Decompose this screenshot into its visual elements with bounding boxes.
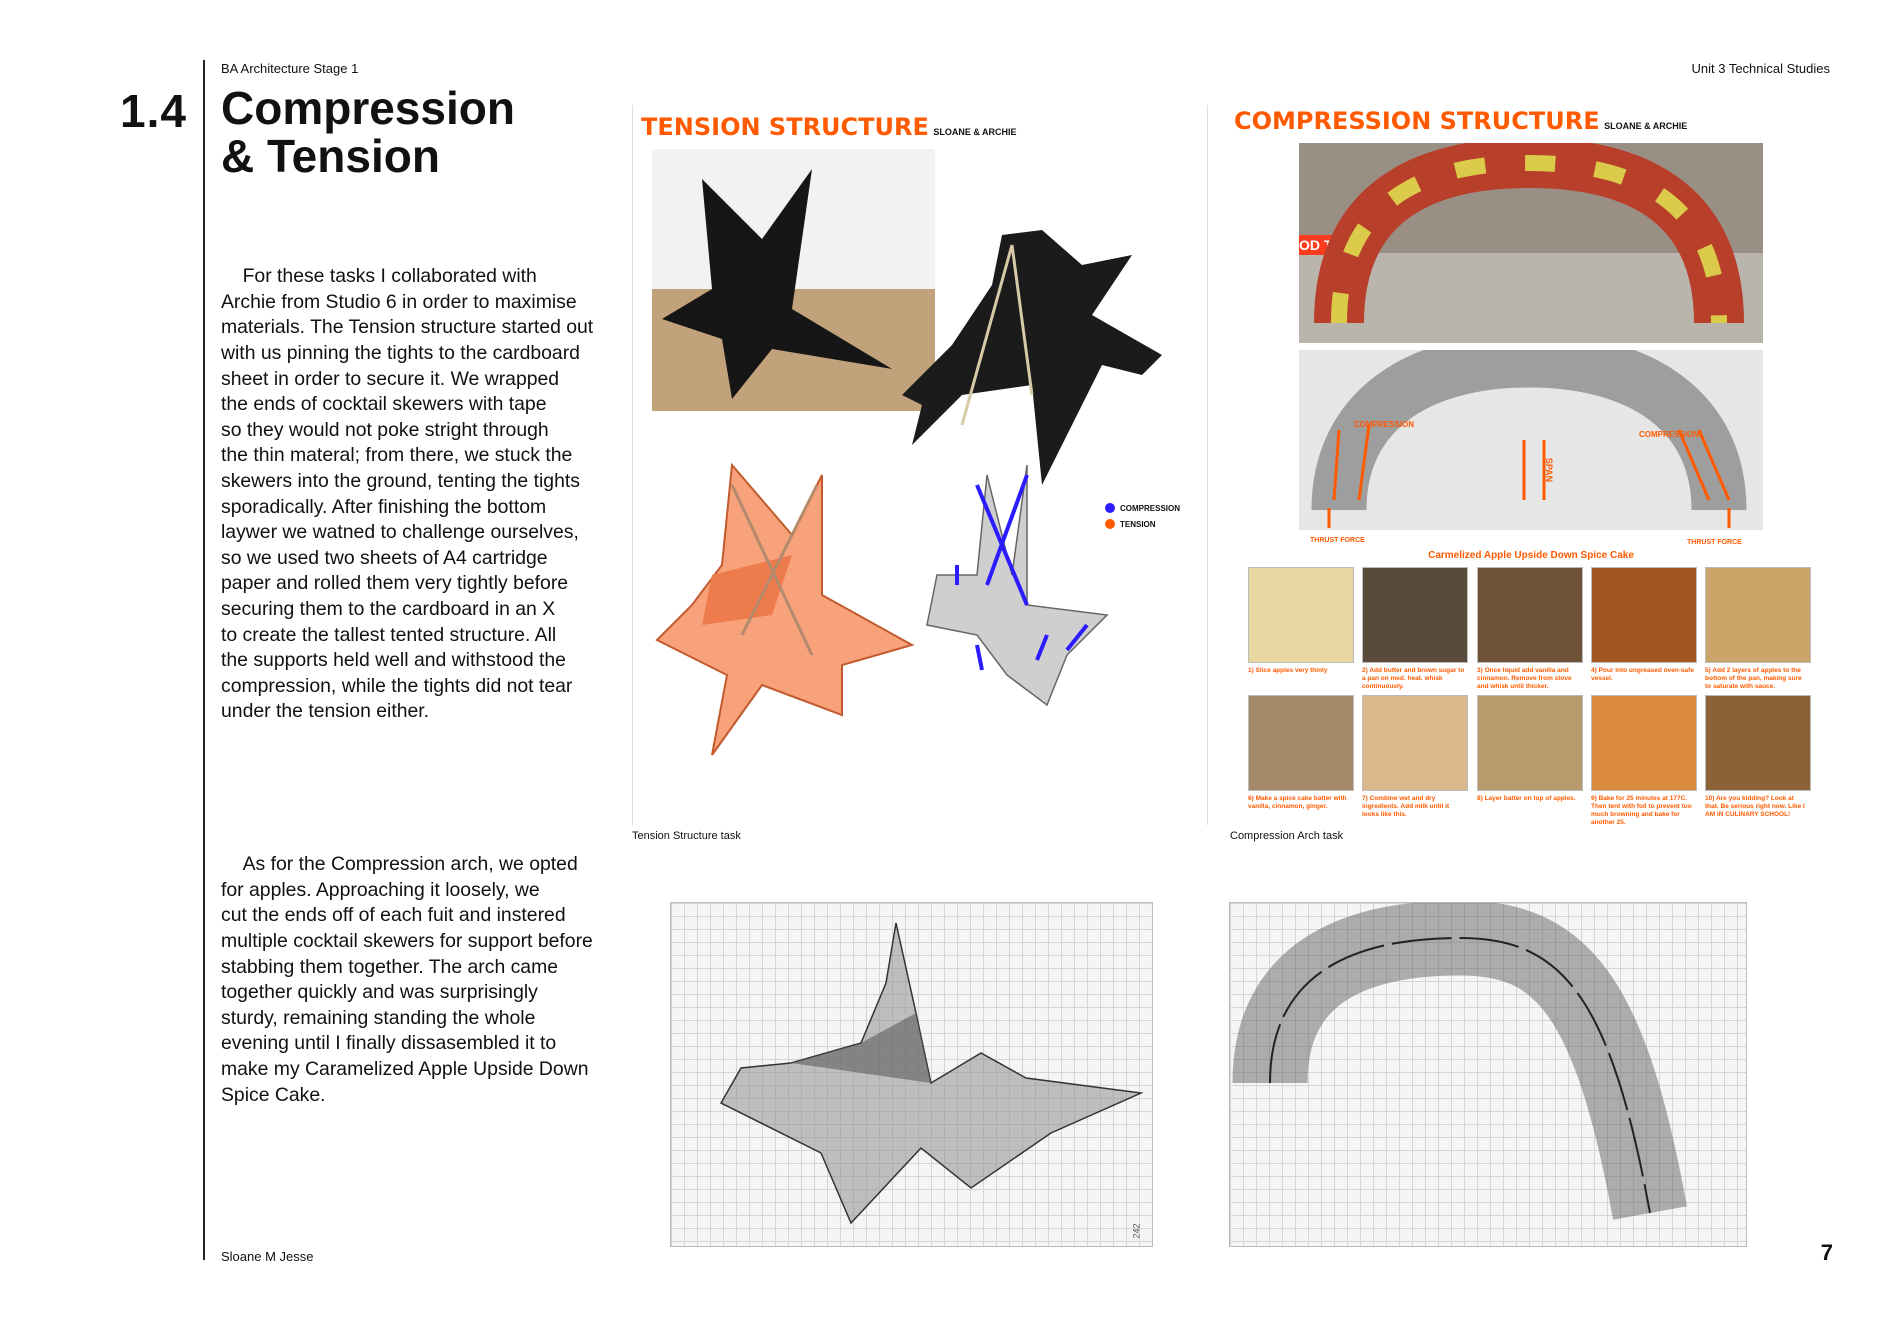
page-title	[221, 84, 515, 180]
label-span: SPAN	[1544, 457, 1555, 483]
label-thrust-right: THRUST FORCE	[1687, 539, 1742, 546]
tension-legend	[1105, 503, 1180, 529]
step-photo	[1591, 567, 1697, 663]
body-text	[221, 213, 611, 1134]
step-photo	[1477, 695, 1583, 791]
recipe-step: 6) Make a spice cake batter with vanilla, cinnamon, ginger.	[1248, 695, 1352, 811]
header-course: BA Architecture Stage 1	[221, 61, 359, 76]
compression-subtitle: SLOANE & ARCHIE	[1604, 121, 1688, 131]
recipe-step: 3) Once liquid add vanilla and cinnamon. Remove from stove and whisk until thicker.	[1477, 567, 1581, 691]
tension-diagram-grey	[897, 455, 1197, 755]
tension-sketch	[670, 902, 1153, 1247]
label-compression-right: COMPRESSION	[1639, 430, 1700, 439]
tension-sketch-drawing	[671, 903, 1152, 1246]
tension-dot-icon	[1105, 519, 1115, 529]
recipe-step: 4) Pour into ungreased oven-safe vessel.	[1591, 567, 1695, 683]
compression-sketch	[1229, 902, 1747, 1247]
paragraph-tension: For these tasks I collaborated with Archie from Studio 6 in order to maximise materials. The Tension structure started out with us pinning the tights to the cardboard sheet in order to secure it. We wrapped the ends of cocktail skewers with tape so they would not poke stright through the thin materal; from there, we stuck the skewers into the ground, tenting the tights sporadically. After finishing the bottom laywer we watned to challenge ourselves, so we used two sheets of A4 cartridge paper and rolled them very tightly before securing them to the cardboard in an X to create the tallest tented structure. All the supports held well and withstood the compression, while the tights did not tear under the tension either.	[221, 265, 594, 723]
step-photo	[1362, 567, 1468, 663]
compression-sketch-drawing	[1230, 903, 1746, 1246]
recipe-step: 7) Combine wet and dry ingredients. Add milk until it looks like this.	[1362, 695, 1466, 819]
step-photo	[1248, 567, 1354, 663]
compression-dot-icon	[1105, 503, 1115, 513]
section-number: 1.4	[120, 85, 187, 137]
recipe-step: 9) Bake for 25 minutes at 177C. Then tent with foil to prevent too much browning and bake for another 25.	[1591, 695, 1695, 825]
legend-compression: COMPRESSION	[1105, 503, 1180, 513]
left-divider	[203, 60, 205, 1260]
recipe-step: 1) Slice apples very thinly	[1248, 567, 1352, 675]
recipe-step: 5) Add 2 layers of apples to the bottom of the pan, making sure to saturate with sauce.	[1705, 567, 1809, 691]
recipe-step: 8) Layer batter on top of apples.	[1477, 695, 1581, 803]
legend-tension: TENSION	[1105, 519, 1180, 529]
recipe-step: 2) Add butter and brown sugar to a pan on med. heat. whisk continuously.	[1362, 567, 1466, 691]
step-photo	[1705, 567, 1811, 663]
recipe-step: 10) Are you kidding? Look at that. Be serious right now. Like I AM IN CULINARY SCHOOL!	[1705, 695, 1809, 819]
footer-author: Sloane M Jesse	[221, 1249, 314, 1264]
header-unit: Unit 3 Technical Studies	[1691, 61, 1830, 76]
apple-arch-shape	[1299, 143, 1763, 343]
tension-title: TENSION STRUCTURE	[641, 113, 929, 141]
apple-arch-photo	[1299, 143, 1763, 343]
paragraph-compression: As for the Compression arch, we opted for apples. Approaching it loosely, we cut the ends off of each fuit and instered multiple cocktail skewers for support before stabbing them together. The arch came together quickly and was surprisingly sturdy, remaining standing the whole evening until I finally dissasembled it to make my Caramelized Apple Upside Down Spice Cake.	[221, 853, 593, 1106]
step-photo	[1248, 695, 1354, 791]
title-line-2: & Tension	[221, 130, 440, 182]
step-photo	[1705, 695, 1811, 791]
label-thrust-left: THRUST FORCE	[1310, 537, 1365, 544]
step-photo	[1591, 695, 1697, 791]
compression-arch-shape	[1299, 350, 1763, 530]
page-number: 7	[1820, 1240, 1833, 1265]
compression-caption: Compression Arch task	[1230, 830, 1344, 842]
title-line-1: Compression	[221, 82, 515, 134]
photo-sign: OD TO	[1299, 235, 1349, 255]
step-photo	[1362, 695, 1468, 791]
sheet-number: 242	[1131, 1223, 1142, 1239]
recipe-title: Carmelized Apple Upside Down Spice Cake	[1428, 550, 1634, 561]
label-compression-left: COMPRESSION	[1354, 420, 1415, 429]
step-photo	[1477, 567, 1583, 663]
compression-title: COMPRESSION STRUCTURE	[1234, 107, 1600, 135]
tension-panel	[632, 105, 1207, 825]
compression-panel	[1207, 105, 1827, 825]
tension-caption: Tension Structure task	[632, 830, 741, 842]
tension-subtitle: SLOANE & ARCHIE	[933, 127, 1017, 137]
compression-diagram	[1299, 350, 1763, 530]
